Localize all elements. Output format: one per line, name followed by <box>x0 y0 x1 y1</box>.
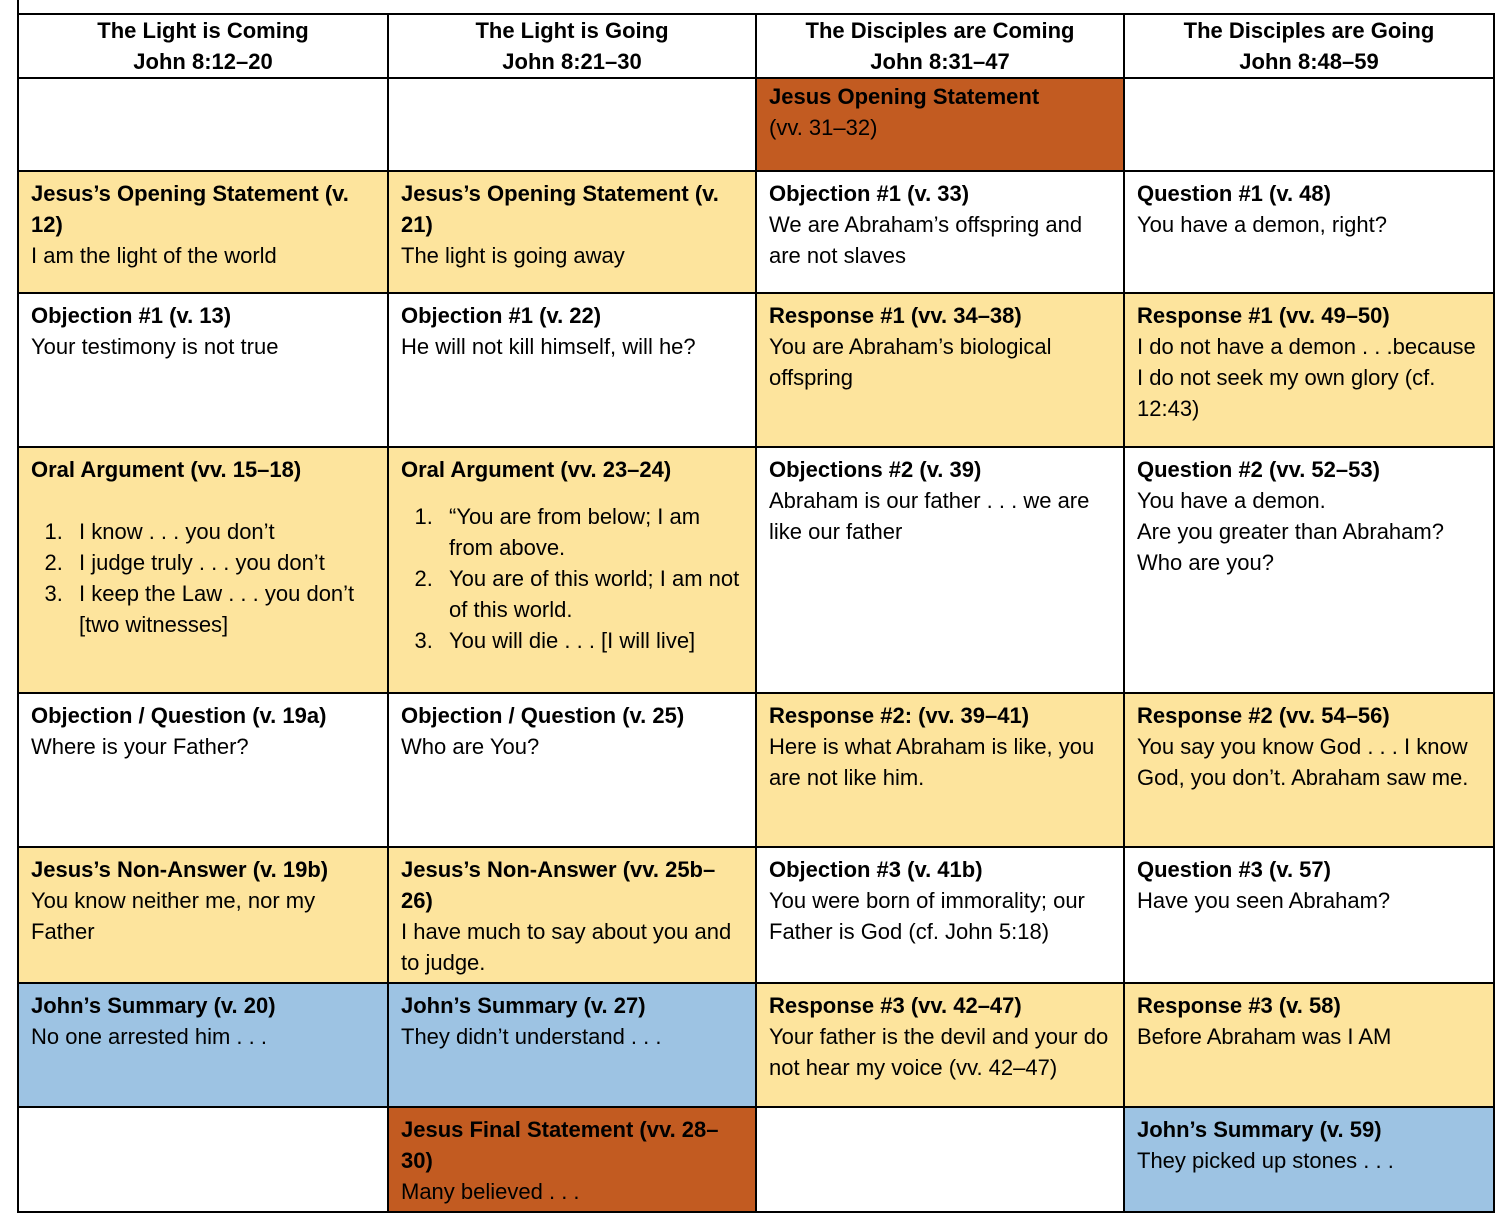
cell-title: Response #1 (vv. 34–38) <box>769 303 1022 328</box>
cell-title: Jesus’s Non-Answer (v. 19b) <box>31 857 329 882</box>
cell-text: You are Abraham’s biological offspring <box>769 334 1052 390</box>
table-cell <box>1124 983 1494 1107</box>
table-cell <box>18 847 388 983</box>
argument-list <box>401 501 743 656</box>
cell-text: Many believed . . . <box>401 1179 580 1204</box>
table-cell <box>756 983 1124 1107</box>
cell-text: The light is going away <box>401 243 625 268</box>
cell-text: Your father is the devil and your do not hear my voice (vv. 42–47) <box>769 1024 1109 1080</box>
table-cell <box>388 293 756 447</box>
empty-cell <box>18 1107 388 1212</box>
cell-text: Abraham is our father . . . we are like our father <box>769 488 1090 544</box>
table-cell <box>388 171 756 293</box>
cell-text: Where is your Father? <box>31 734 249 759</box>
column-title: The Light is Going <box>475 18 669 43</box>
cell-title: Objection / Question (v. 19a) <box>31 703 327 728</box>
cell-text: You know neither me, nor my Father <box>31 888 316 944</box>
cell-text: We are Abraham’s offspring and are not slaves <box>769 212 1083 268</box>
cell-text: Who are You? <box>401 734 540 759</box>
cell-title: Response #3 (vv. 42–47) <box>769 993 1022 1018</box>
cell-text-line: Who are you? <box>1137 550 1274 575</box>
table-cell <box>388 847 756 983</box>
cell-title: Response #2 (vv. 54–56) <box>1137 703 1390 728</box>
cell-title: Oral Argument (vv. 23–24) <box>401 457 672 482</box>
cell-text: No one arrested him . . . <box>31 1024 267 1049</box>
column-reference: John 8:21–30 <box>502 49 642 74</box>
cell-text: Have you seen Abraham? <box>1137 888 1391 913</box>
spacer <box>31 485 375 516</box>
cell-title: Objections #2 (v. 39) <box>769 457 982 482</box>
list-item: 1. I know . . . you don’t <box>69 516 375 547</box>
table-row <box>18 983 1494 1107</box>
column-reference: John 8:48–59 <box>1239 49 1379 74</box>
argument-list <box>31 516 375 640</box>
column-title: The Disciples are Going <box>1183 18 1435 43</box>
cell-text: They picked up stones . . . <box>1137 1148 1394 1173</box>
table-cell <box>756 171 1124 293</box>
table-cell <box>18 693 388 847</box>
cell-title: Response #1 (vv. 49–50) <box>1137 303 1390 328</box>
table-cell <box>1124 1107 1494 1212</box>
cell-text: You were born of immorality; our Father is God (cf. John 5:18) <box>769 888 1085 944</box>
table-row <box>18 293 1494 447</box>
empty-cell <box>1124 78 1494 171</box>
cell-title: Response #2: (vv. 39–41) <box>769 703 1030 728</box>
cell-title: Question #3 (v. 57) <box>1137 857 1331 882</box>
cell-title: John’s Summary (v. 59) <box>1137 1117 1382 1142</box>
cell-text: I have much to say about you and to judge. <box>401 919 732 975</box>
table-cell <box>18 447 388 693</box>
cell-title: Question #2 (vv. 52–53) <box>1137 457 1380 482</box>
empty-cell <box>18 78 388 171</box>
table-cell <box>18 171 388 293</box>
cell-title: John’s Summary (v. 27) <box>401 993 646 1018</box>
page-edge-line <box>17 0 19 13</box>
list-item: 1. “You are from below; I am from above. <box>439 501 743 563</box>
cell-text: (vv. 31–32) <box>769 115 878 140</box>
table-row <box>18 171 1494 293</box>
cell-text: He will not kill himself, will he? <box>401 334 696 359</box>
cell-title: Objection #1 (v. 13) <box>31 303 232 328</box>
table-cell <box>1124 847 1494 983</box>
empty-cell <box>388 78 756 171</box>
cell-text-line: You have a demon. <box>1137 488 1326 513</box>
cell-text: Here is what Abraham is like, you are not like him. <box>769 734 1095 790</box>
table-cell <box>756 293 1124 447</box>
cell-text: You say you know God . . . I know God, you don’t. Abraham saw me. <box>1137 734 1469 790</box>
table-row <box>18 1107 1494 1212</box>
cell-title: Jesus’s Non-Answer (vv. 25b–26) <box>401 857 716 913</box>
table-row <box>18 447 1494 693</box>
header-cell-light-going <box>388 14 756 78</box>
john-8-structure-table <box>17 13 1495 1213</box>
cell-title: Objection #1 (v. 33) <box>769 181 970 206</box>
header-cell-light-coming <box>18 14 388 78</box>
cell-title: Jesus’s Opening Statement (v. 12) <box>31 181 349 237</box>
column-reference: John 8:12–20 <box>133 49 273 74</box>
column-title: The Light is Coming <box>97 18 309 43</box>
cell-text: Before Abraham was I AM <box>1137 1024 1392 1049</box>
cell-title: Question #1 (v. 48) <box>1137 181 1331 206</box>
column-title: The Disciples are Coming <box>805 18 1075 43</box>
header-cell-disciples-coming <box>756 14 1124 78</box>
cell-text-line: Are you greater than Abraham? <box>1137 519 1444 544</box>
table-row <box>18 78 1494 171</box>
table-cell <box>388 693 756 847</box>
cell-title: John’s Summary (v. 20) <box>31 993 276 1018</box>
table-cell <box>1124 447 1494 693</box>
cell-text: I am the light of the world <box>31 243 277 268</box>
table-cell <box>18 293 388 447</box>
list-item: 3. I keep the Law . . . you don’t [two witnesses] <box>69 578 375 640</box>
cell-title: Objection #3 (v. 41b) <box>769 857 983 882</box>
table-cell <box>756 447 1124 693</box>
list-item: 2. You are of this world; I am not of this world. <box>439 563 743 625</box>
table-cell <box>756 693 1124 847</box>
cell-title: Response #3 (v. 58) <box>1137 993 1341 1018</box>
column-reference: John 8:31–47 <box>870 49 1010 74</box>
cell-title: Objection #1 (v. 22) <box>401 303 602 328</box>
table-cell <box>1124 171 1494 293</box>
cell-text: Your testimony is not true <box>31 334 279 359</box>
table-row <box>18 693 1494 847</box>
spacer <box>401 485 743 501</box>
table-cell <box>388 1107 756 1212</box>
table-cell <box>1124 293 1494 447</box>
cell-title: Jesus’s Opening Statement (v. 21) <box>401 181 719 237</box>
table-cell <box>756 78 1124 171</box>
empty-cell <box>756 1107 1124 1212</box>
table-cell <box>756 847 1124 983</box>
table-cell <box>1124 693 1494 847</box>
list-item: 3. You will die . . . [I will live] <box>439 625 743 656</box>
header-row <box>18 14 1494 78</box>
list-item: 2. I judge truly . . . you don’t <box>69 547 375 578</box>
cell-text: I do not have a demon . . .because I do not seek my own glory (cf. 12:43) <box>1137 334 1476 421</box>
header-cell-disciples-going <box>1124 14 1494 78</box>
table-cell <box>388 983 756 1107</box>
cell-title: Jesus Final Statement (vv. 28–30) <box>401 1117 719 1173</box>
table-row <box>18 847 1494 983</box>
cell-text: They didn’t understand . . . <box>401 1024 662 1049</box>
table-cell <box>18 983 388 1107</box>
cell-title: Oral Argument (vv. 15–18) <box>31 457 302 482</box>
cell-text: You have a demon, right? <box>1137 212 1387 237</box>
cell-title: Jesus Opening Statement <box>769 84 1040 109</box>
table-cell <box>388 447 756 693</box>
cell-title: Objection / Question (v. 25) <box>401 703 685 728</box>
